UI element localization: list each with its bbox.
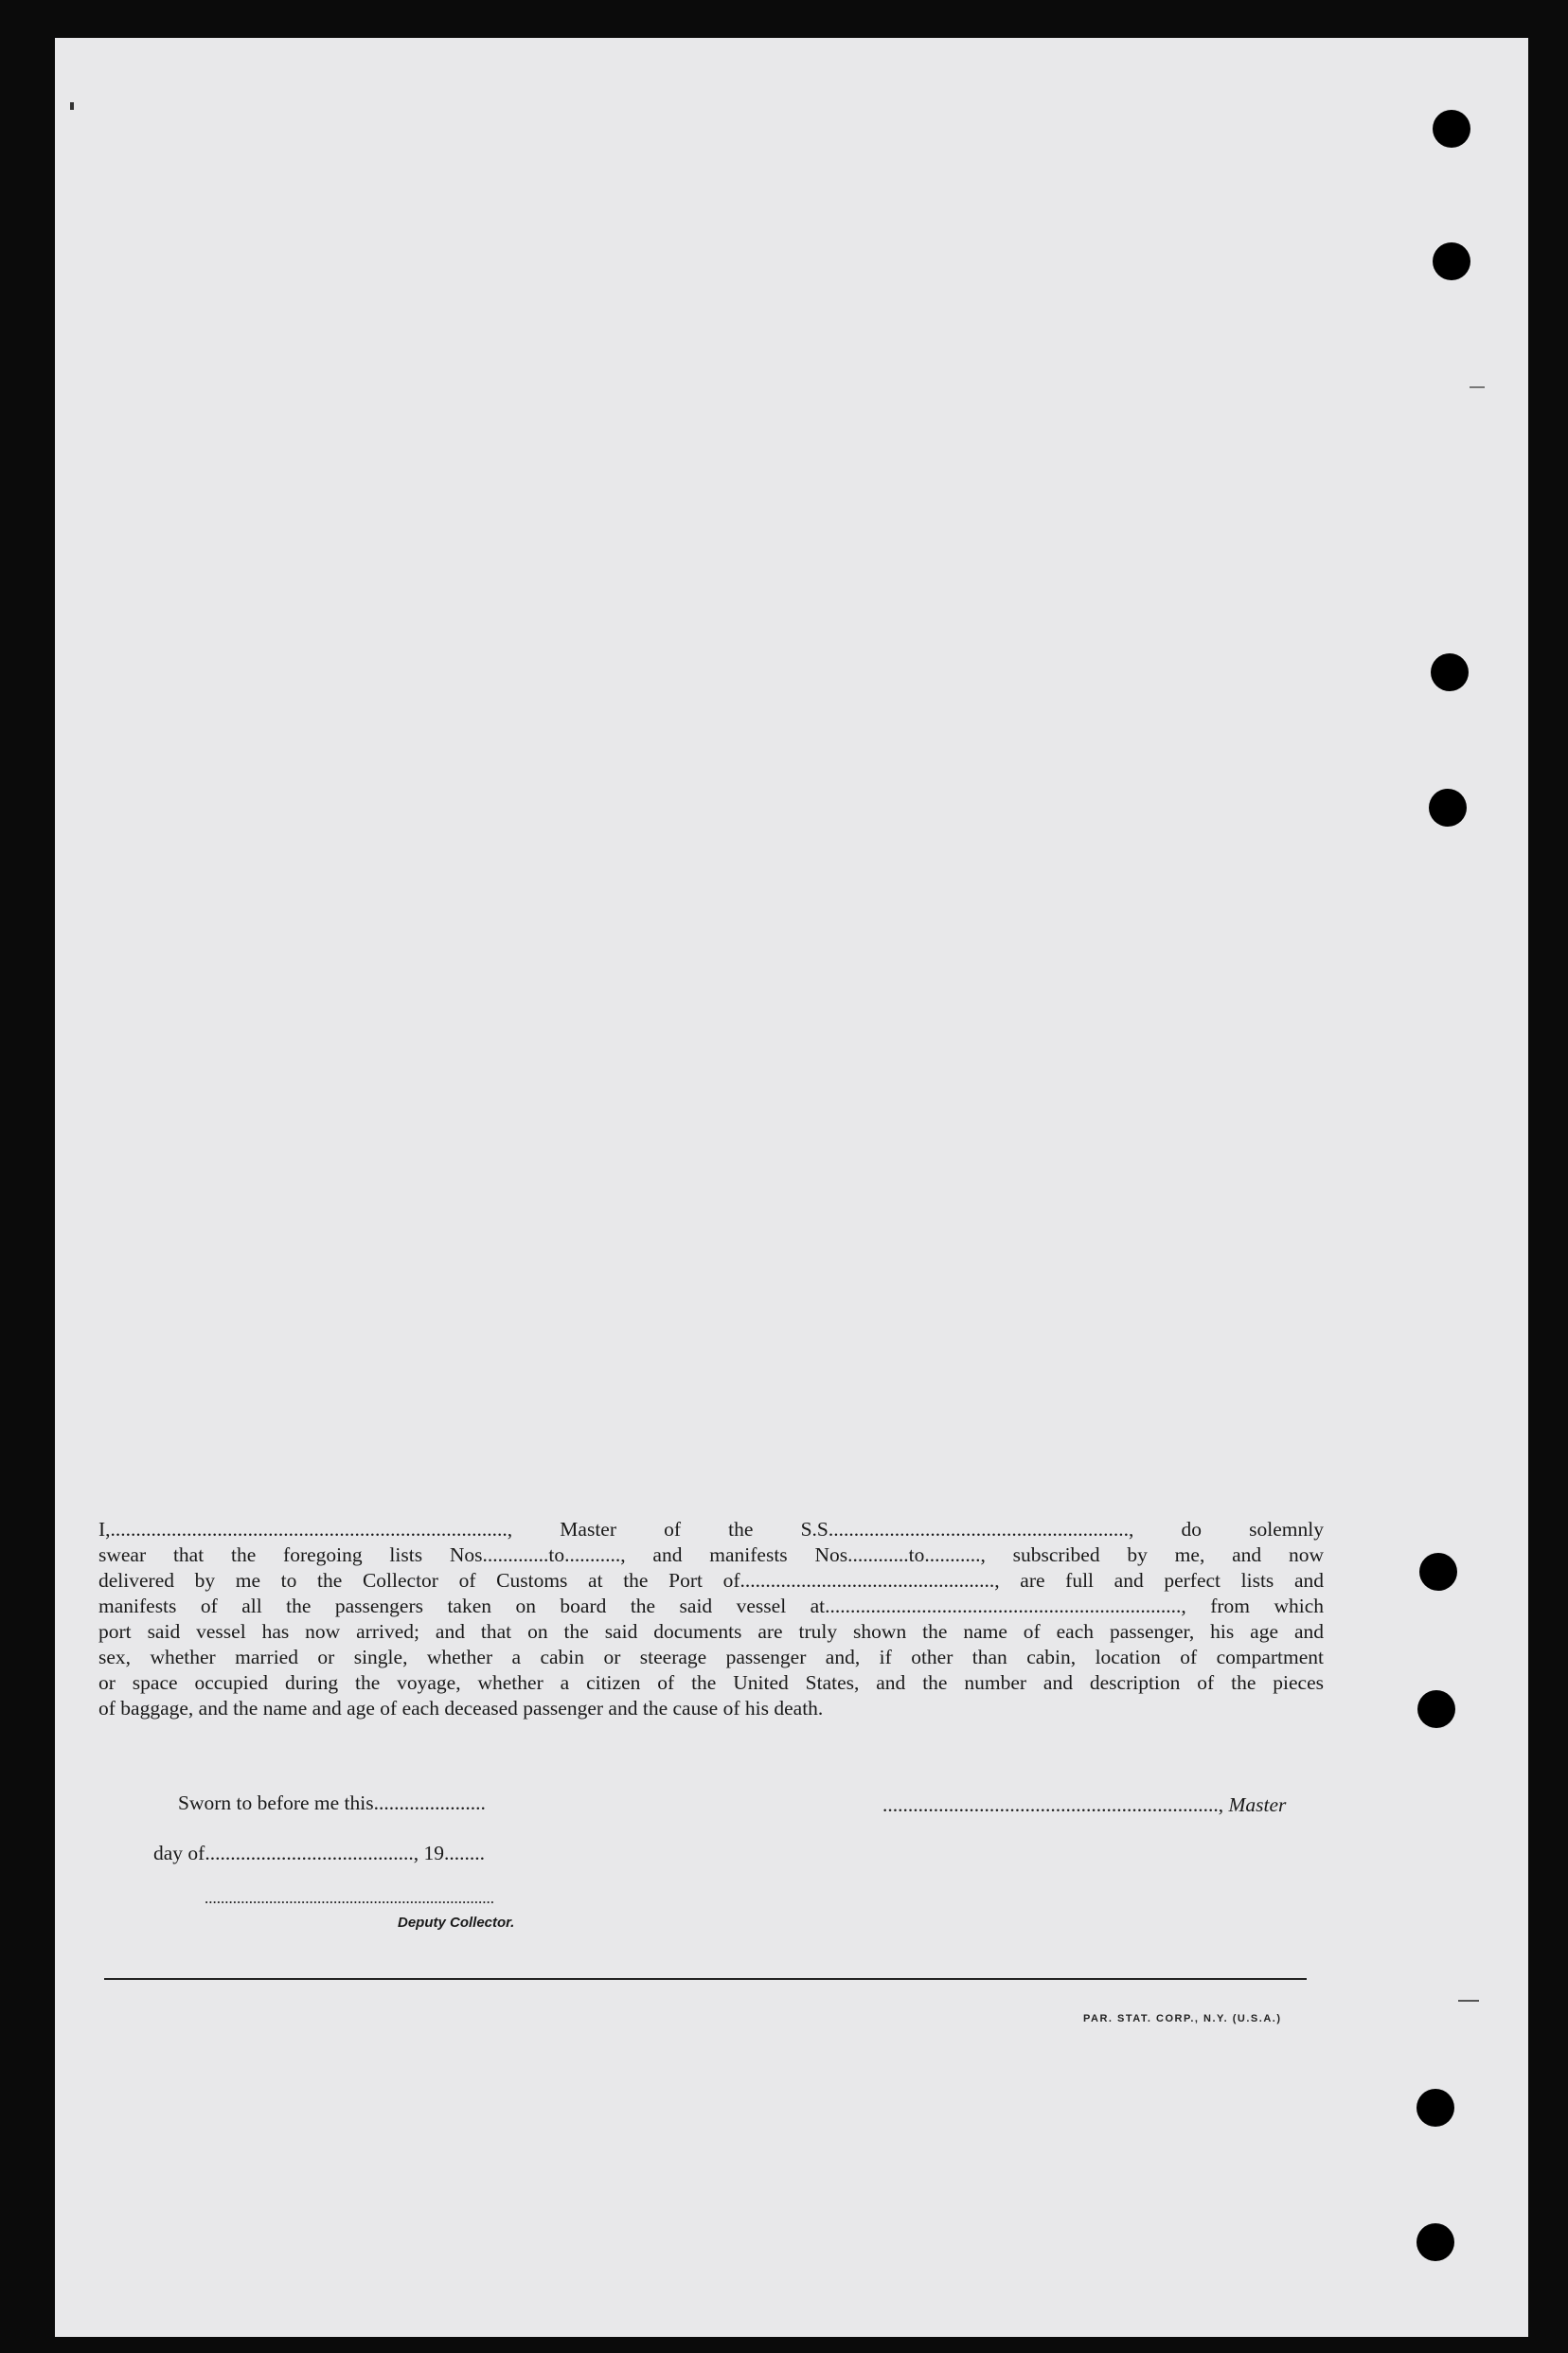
punch-hole	[1433, 242, 1470, 280]
punch-hole	[1429, 789, 1467, 827]
punch-hole	[1431, 653, 1469, 691]
master-signature-line	[882, 1793, 1286, 1817]
punch-hole	[1419, 1553, 1457, 1591]
deputy-collector-label: Deputy Collector.	[398, 1915, 515, 1931]
scan-mark	[70, 102, 74, 110]
day-of-line: day of........................................., 19........	[153, 1842, 485, 1864]
printer-imprint: PAR. STAT. CORP., N.Y. (U.S.A.)	[1083, 2013, 1282, 2024]
oath-line: sex, whether married or single, whether a cabin or steerage passenger and, if other than cabin, location of compartment	[98, 1646, 1324, 1668]
oath-line: or space occupied during the voyage, whether a citizen of the United States, and the number and description of the pieces	[98, 1671, 1324, 1694]
punch-hole	[1433, 110, 1470, 148]
punch-hole	[1417, 2223, 1454, 2261]
scan-mark	[1470, 386, 1485, 388]
oath-line: I,.............................................................................., Master of the S.S..........................................................., do solemnly	[98, 1518, 1324, 1541]
document-page	[55, 38, 1528, 2337]
oath-line: delivered by me to the Collector of Customs at the Port of.................................................., are full and perfect lists and	[98, 1569, 1324, 1592]
oath-line: port said vessel has now arrived; and that on the said documents are truly shown the name of each passenger, his age and	[98, 1620, 1324, 1643]
master-signature-dots: ..................................................................,	[882, 1793, 1224, 1816]
oath-line: of baggage, and the name and age of each deceased passenger and the cause of his death.	[98, 1697, 824, 1720]
punch-hole	[1417, 1690, 1455, 1728]
oath-line: swear that the foregoing lists Nos.............to..........., and manifests Nos............to..........., subscribed by me, and now	[98, 1543, 1324, 1566]
horizontal-rule	[104, 1978, 1307, 1980]
punch-hole	[1417, 2089, 1454, 2127]
oath-line: manifests of all the passengers taken on board the said vessel at......................................................................, from which	[98, 1595, 1324, 1617]
sworn-before-line: Sworn to before me this......................	[178, 1791, 486, 1814]
scan-mark	[1458, 2000, 1479, 2002]
master-oath-paragraph	[98, 1517, 1324, 1721]
deputy-collector-signature-line: ........................................................................	[205, 1889, 494, 1907]
master-label: Master	[1228, 1793, 1287, 1816]
